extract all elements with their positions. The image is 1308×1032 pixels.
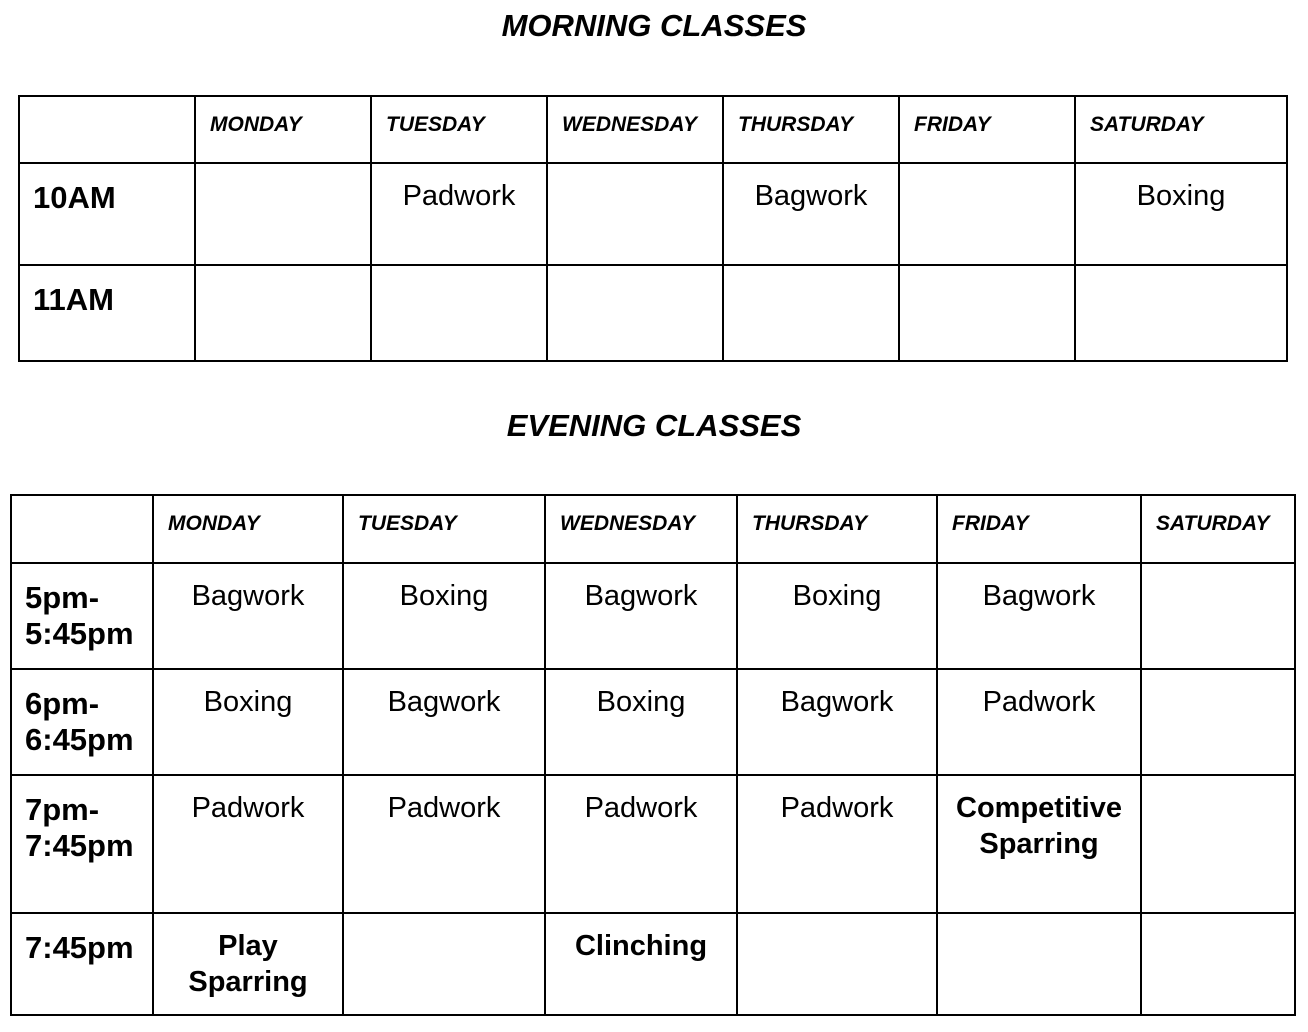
- class-cell: [547, 265, 723, 361]
- evening-corner-cell: [11, 495, 153, 563]
- class-cell: Bagwork: [545, 563, 737, 669]
- class-cell: [195, 265, 371, 361]
- class-cell: Boxing: [737, 563, 937, 669]
- time-label: 7pm- 7:45pm: [11, 775, 153, 913]
- morning-row-10am: [19, 163, 1287, 265]
- class-cell: Boxing: [545, 669, 737, 775]
- class-cell: [1141, 913, 1295, 1015]
- class-cell: Boxing: [343, 563, 545, 669]
- class-cell: Padwork: [371, 163, 547, 265]
- class-cell: [1141, 563, 1295, 669]
- morning-day-monday: MONDAY: [195, 96, 371, 163]
- morning-classes-title: MORNING CLASSES: [501, 8, 807, 43]
- evening-day-tuesday: TUESDAY: [343, 495, 545, 563]
- evening-classes-title: EVENING CLASSES: [506, 408, 802, 443]
- class-cell: [1141, 669, 1295, 775]
- evening-row-5pm: [11, 563, 1295, 669]
- evening-row-6pm: [11, 669, 1295, 775]
- class-cell: [547, 163, 723, 265]
- class-cell: [937, 913, 1141, 1015]
- evening-day-monday: MONDAY: [153, 495, 343, 563]
- class-cell: [1075, 265, 1287, 361]
- class-cell: Play Sparring: [153, 913, 343, 1015]
- time-label: 10AM: [19, 163, 195, 265]
- class-cell: Bagwork: [343, 669, 545, 775]
- class-cell: Competitive Sparring: [937, 775, 1141, 913]
- class-cell: Boxing: [153, 669, 343, 775]
- class-cell: [371, 265, 547, 361]
- evening-row-745pm: [11, 913, 1295, 1015]
- class-cell: Padwork: [343, 775, 545, 913]
- class-cell: [343, 913, 545, 1015]
- class-cell: [1141, 775, 1295, 913]
- morning-day-thursday: THURSDAY: [723, 96, 899, 163]
- morning-corner-cell: [19, 96, 195, 163]
- class-cell: [723, 265, 899, 361]
- time-label: 7:45pm: [11, 913, 153, 1015]
- class-cell: Padwork: [937, 669, 1141, 775]
- time-label: 5pm- 5:45pm: [11, 563, 153, 669]
- evening-schedule-table: [10, 494, 1296, 1016]
- class-cell: Bagwork: [723, 163, 899, 265]
- class-cell: Padwork: [737, 775, 937, 913]
- class-cell: Clinching: [545, 913, 737, 1015]
- morning-day-saturday: SATURDAY: [1075, 96, 1287, 163]
- class-cell: Bagwork: [737, 669, 937, 775]
- evening-header-row: [11, 495, 1295, 563]
- class-cell: [899, 163, 1075, 265]
- class-cell: Bagwork: [937, 563, 1141, 669]
- evening-row-7pm: [11, 775, 1295, 913]
- class-cell: [195, 163, 371, 265]
- time-label: 11AM: [19, 265, 195, 361]
- class-cell: [737, 913, 937, 1015]
- evening-day-saturday: SATURDAY: [1141, 495, 1295, 563]
- morning-schedule-table: [18, 95, 1288, 362]
- morning-row-11am: [19, 265, 1287, 361]
- class-cell: Padwork: [153, 775, 343, 913]
- evening-day-friday: FRIDAY: [937, 495, 1141, 563]
- class-cell: Bagwork: [153, 563, 343, 669]
- evening-day-wednesday: WEDNESDAY: [545, 495, 737, 563]
- class-cell: Padwork: [545, 775, 737, 913]
- morning-day-friday: FRIDAY: [899, 96, 1075, 163]
- evening-day-thursday: THURSDAY: [737, 495, 937, 563]
- morning-day-wednesday: WEDNESDAY: [547, 96, 723, 163]
- morning-day-tuesday: TUESDAY: [371, 96, 547, 163]
- morning-header-row: [19, 96, 1287, 163]
- class-cell: [899, 265, 1075, 361]
- class-cell: Boxing: [1075, 163, 1287, 265]
- time-label: 6pm- 6:45pm: [11, 669, 153, 775]
